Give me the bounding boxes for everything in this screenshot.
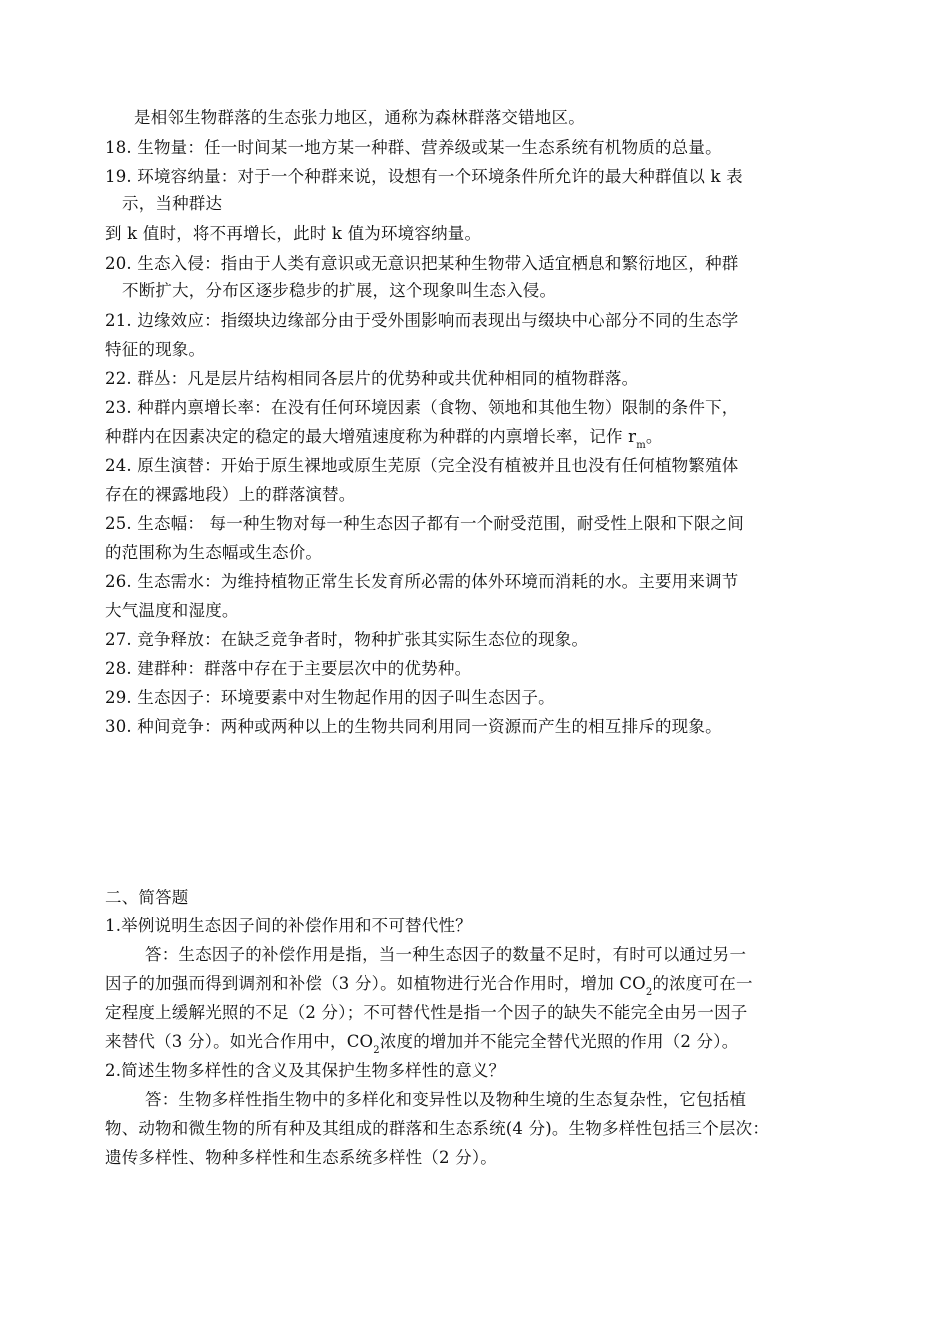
definition-19-line1: 19. 环境容纳量：对于一个种群来说，设想有一个环境条件所允许的最大种群值以 k 表: [105, 167, 743, 186]
subscript-m: m: [636, 440, 646, 451]
answer-2-line1: 答：生物多样性指生物中的多样化和变异性以及物种生境的生态复杂性，它包括植: [145, 1090, 747, 1109]
question-1: 1.举例说明生态因子间的补偿作用和不可替代性？: [105, 916, 472, 935]
definition-20-line1: 20. 生态入侵：指由于人类有意识或无意识把某种生物带入适宜栖息和繁衍地区，种群: [105, 254, 739, 273]
definition-19-line3: 到 k 值时，将不再增长，此时 k 值为环境容纳量。: [105, 224, 482, 243]
definition-30: 30. 种间竞争：两种或两种以上的生物共同利用同一资源而产生的相互排斥的现象。: [105, 717, 722, 736]
definition-26-line1: 26. 生态需水：为维持植物正常生长发育所必需的体外环境而消耗的水。主要用来调节: [105, 572, 739, 591]
answer-1-text-b: 的浓度可在一: [652, 974, 753, 993]
definition-25-line1: 25. 生态幅： 每一种生物对每一种生态因子都有一个耐受范围，耐受性上限和下限之间: [105, 514, 744, 533]
definition-24-line1: 24. 原生演替：开始于原生裸地或原生芜原（完全没有植被并且也没有任何植物繁殖体: [105, 456, 739, 475]
definition-22: 22. 群丛：凡是层片结构相同各层片的优势种或共优种相同的植物群落。: [105, 369, 639, 388]
definition-21-line2: 特征的现象。: [105, 340, 206, 359]
answer-2-line2: 物、动物和微生物的所有种及其组成的群落和生态系统(4 分)。生物多样性包括三个层次：: [105, 1119, 770, 1138]
answer-1-text-a: 因子的加强而得到调剂和补偿（3 分）。如植物进行光合作用时，增加 CO: [105, 974, 646, 993]
definition-28: 28. 建群种：群落中存在于主要层次中的优势种。: [105, 659, 472, 678]
answer-1-text-c: 来替代（3 分）。如光合作用中，CO: [105, 1032, 374, 1051]
definition-25-line2: 的范围称为生态幅或生态价。: [105, 543, 323, 562]
subscript-2: 2: [645, 987, 653, 998]
definition-20-line2: 不断扩大，分布区逐步稳步的扩展，这个现象叫生态入侵。: [122, 281, 557, 300]
answer-1-line1: 答：生态因子的补偿作用是指，当一种生态因子的数量不足时，有时可以通过另一: [145, 945, 747, 964]
section-heading: 二、简答题: [105, 888, 189, 907]
definition-17-continuation: 是相邻生物群落的生态张力地区，通称为森林群落交错地区。: [134, 108, 585, 127]
definition-21-line1: 21. 边缘效应：指缀块边缘部分由于受外围影响而表现出与缀块中心部分不同的生态学: [105, 311, 739, 330]
subscript-2: 2: [373, 1045, 380, 1056]
answer-1-line3: 定程度上缓解光照的不足（2 分）；不可替代性是指一个因子的缺失不能完全由另一因子: [105, 1003, 748, 1022]
definition-29: 29. 生态因子：环境要素中对生物起作用的因子叫生态因子。: [105, 688, 555, 707]
definition-26-line2: 大气温度和湿度。: [105, 601, 239, 620]
definition-18: 18. 生物量：任一时间某一地方某一种群、营养级或某一生态系统有机物质的总量。: [105, 138, 722, 157]
definition-23-line2: [105, 427, 850, 450]
definition-23-end: 。: [645, 427, 663, 446]
definition-23-line1: 23. 种群内禀增长率：在没有任何环境因素（食物、领地和其他生物）限制的条件下，: [105, 398, 739, 417]
definition-19-line2: 示，当种群达: [122, 194, 223, 213]
question-2: 2.简述生物多样性的含义及其保护生物多样性的意义？: [105, 1061, 506, 1080]
definition-23-text: 种群内在因素决定的稳定的最大增殖速度称为种群的内禀增长率，记作 r: [105, 427, 637, 446]
answer-1-line2: [105, 974, 850, 997]
definition-24-line2: 存在的裸露地段）上的群落演替。: [105, 485, 356, 504]
definition-27: 27. 竞争释放：在缺乏竞争者时，物种扩张其实际生态位的现象。: [105, 630, 589, 649]
answer-1-line4: [105, 1032, 850, 1055]
answer-2-line3: 遗传多样性、物种多样性和生态系统多样性（2 分）。: [105, 1148, 497, 1167]
answer-1-text-d: 浓度的增加并不能完全替代光照的作用（2 分）。: [379, 1032, 739, 1051]
